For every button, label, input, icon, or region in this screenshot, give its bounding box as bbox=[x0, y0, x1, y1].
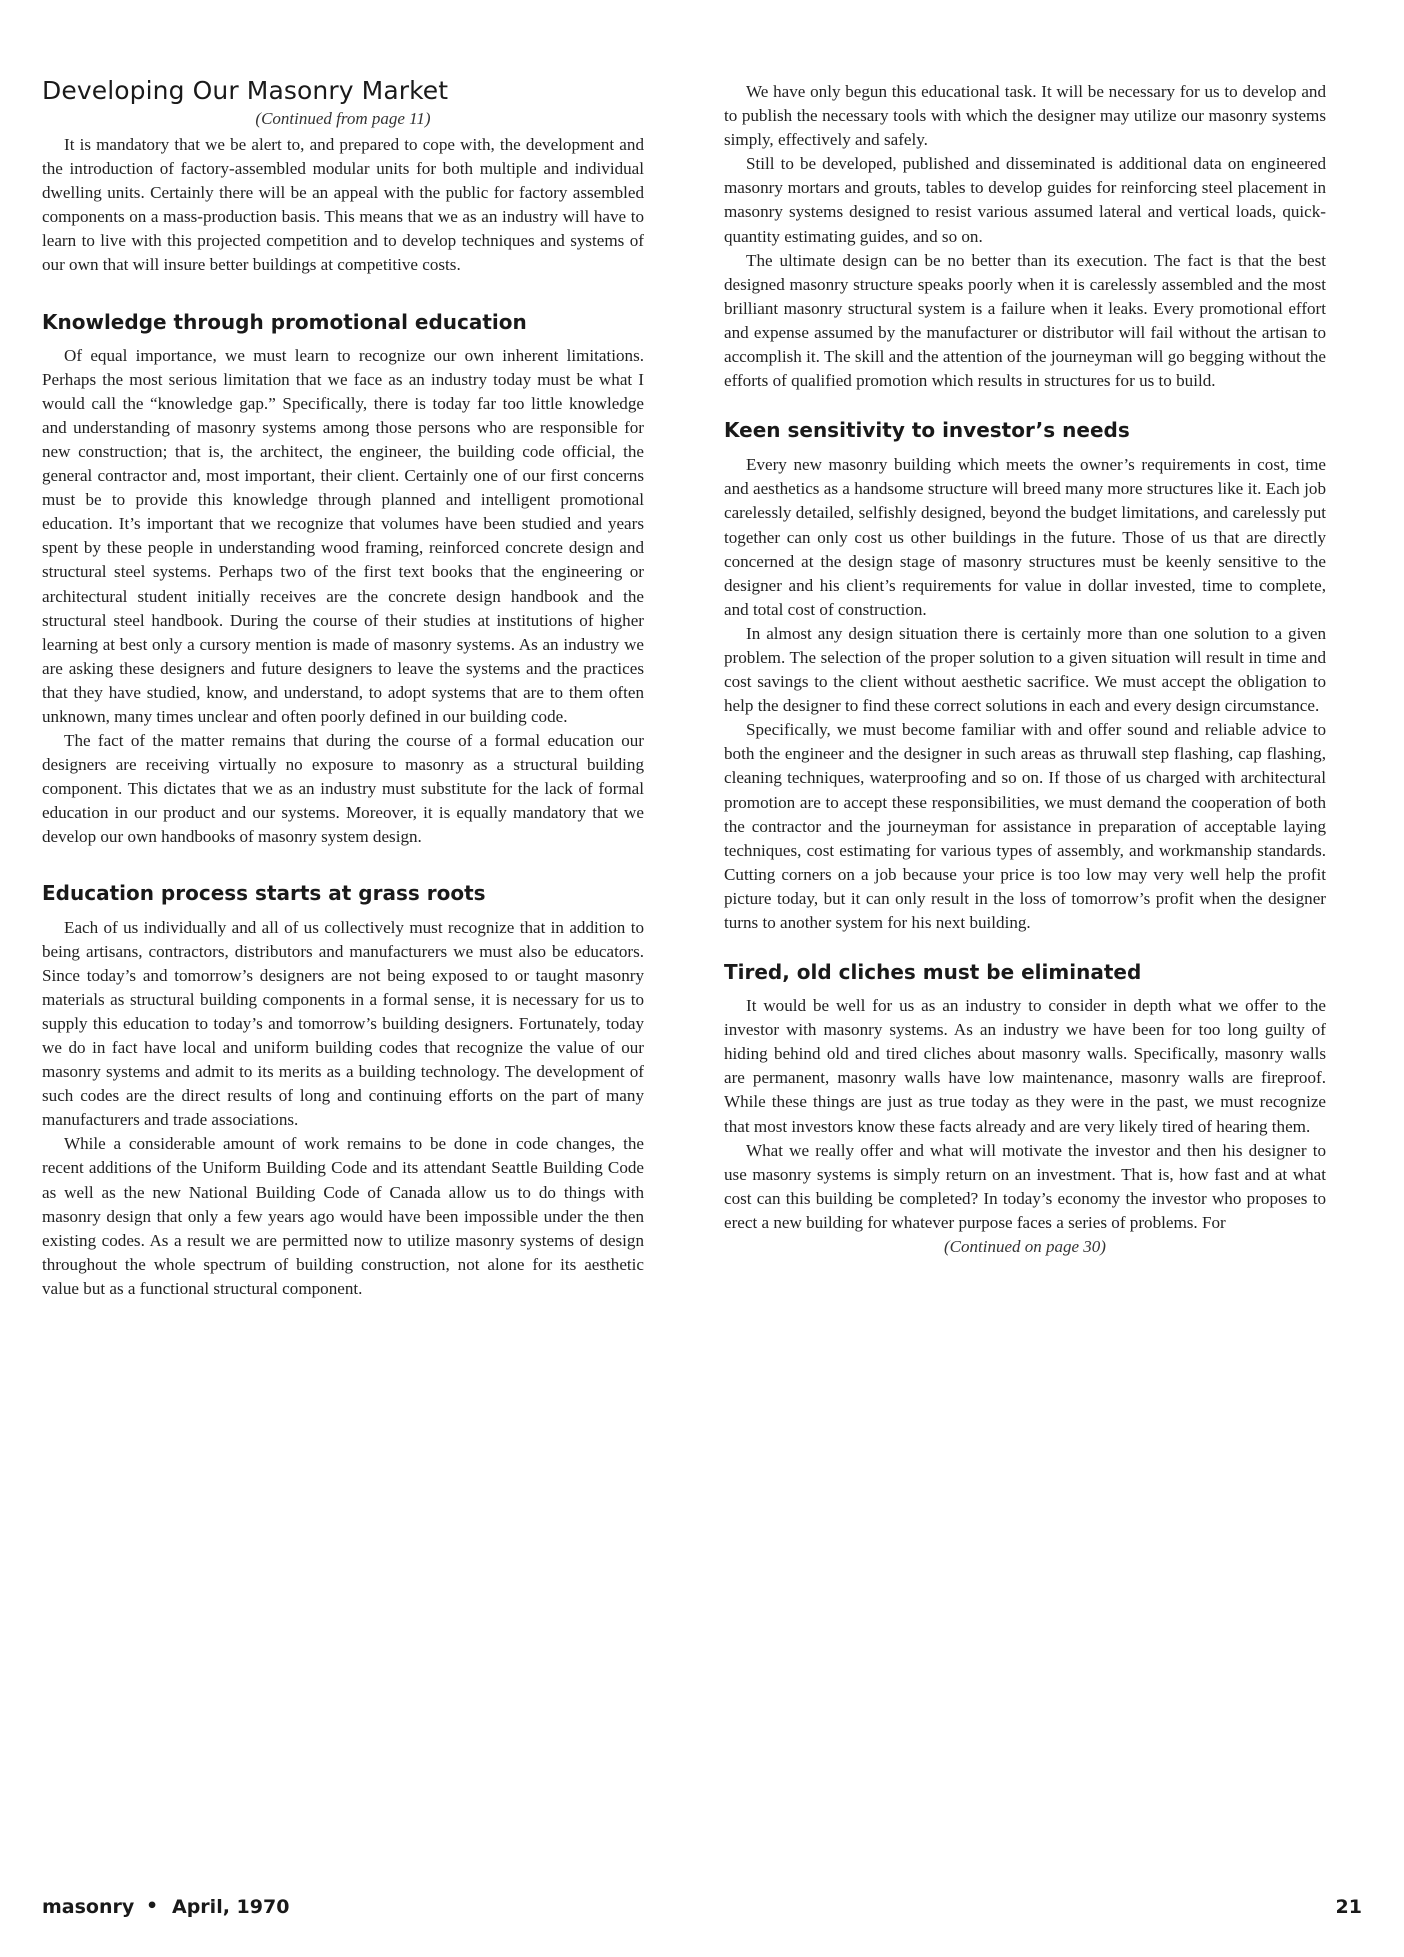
body-paragraph: The fact of the matter remains that during the course of a formal education our designers are receiving virtually no exposure to masonry as a structural building component. This dictates that we as an industry must substitute for the lack of formal education in our product and our systems. Moreover, it is equally mandatory that we develop our own handbooks of masonry system design. bbox=[42, 731, 644, 847]
bullet-separator: • bbox=[146, 1895, 159, 1917]
issue-date: April, 1970 bbox=[172, 1896, 290, 1918]
right-column bbox=[724, 80, 1326, 1257]
body-paragraph: It would be well for us as an industry to consider in depth what we offer to the investor with masonry systems. As an industry we have been for too long guilty of hiding behind old and tired cliches about masonry walls. Specifically, masonry walls are permanent, masonry walls have low maintenance, masonry walls are fireproof. While these things are just as true today as they were in the past, we must recognize that most investors know these facts already and are very likely tired of hearing them. bbox=[724, 996, 1326, 1136]
left-column bbox=[42, 76, 644, 1301]
body-paragraph: In almost any design situation there is certainly more than one solution to a given problem. The selection of the proper solution to a given situation will result in time and cost savings to the client without aesthetic sacrifice. We must accept the obligation to help the designer to find these correct solutions in each and every design circumstance. bbox=[724, 623, 1326, 716]
body-paragraph: What we really offer and what will motivate the investor and then his designer to use masonry systems is simply return on an investment. That is, how fast and at what cost can this building be completed? In today’s economy the investor who proposes to erect a new building for whatever purpose faces a series of problems. For bbox=[724, 1140, 1326, 1232]
section-heading-cliches: Tired, old cliches must be eliminated bbox=[724, 960, 1142, 985]
intro-paragraph: It is mandatory that we be alert to, and prepared to cope with, the development and the introduction of factory-assembled modular units for both multiple and individual dwelling units. Certainly there will be an appeal with the public for factory assembled components on a mass-production basis. This means that we as an industry will have to learn to live with this projected competition and to develop techniques and systems of our own that will insure better buildings at competitive costs. bbox=[42, 135, 644, 275]
page-number: 21 bbox=[1335, 1896, 1362, 1918]
continued-on-note: (Continued on page 30) bbox=[944, 1237, 1106, 1257]
section-heading-education: Education process starts at grass roots bbox=[42, 880, 486, 905]
body-paragraph: Of equal importance, we must learn to recognize our own inherent limitations. Perhaps the most serious limitation that we face as an industry today must be what I would call the “knowledge gap.” Specifically, there is today far too little knowledge and understanding of masonry systems among those persons who are responsible for new construction; that is, the architect, the engineer, the building code official, the general contractor and, most important, their client. Certainly one of our first concerns must be to provide this knowledge through planned and intelligent promotional education. It’s important that we recognize that volumes have been studied and years spent by these people in understanding wood framing, reinforced concrete design and structural steel systems. Perhaps two of the first text books that the engineering or architectural student initially receives are the concrete design handbook and the structural steel handbook. During the course of their studies at institutions of higher learning at best only a cursory mention is made of masonry systems. As an industry we are asking these designers and future designers to leave the systems and the practices that they have studied, know, and understand, to adopt systems that are to them often unknown, many times unclear and often poorly defined in our building code. bbox=[42, 345, 644, 726]
section-heading-investor: Keen sensitivity to investor’s needs bbox=[724, 418, 1130, 443]
body-paragraph: Every new masonry building which meets the owner’s requirements in cost, time and aesthetics as a handsome structure will breed many more structures like it. Each job carelessly detailed, selfishly designed, beyond the budget limitations, and carelessly put together can only cost us other buildings in the future. Those of us that are directly concerned at the design stage of masonry structures must be keenly sensitive to the designer and his client’s requirements for value in dollar invested, time to complete, and total cost of construction. bbox=[724, 455, 1326, 619]
magazine-name: masonry bbox=[42, 1896, 135, 1918]
body-paragraph: Specifically, we must become familiar with and offer sound and reliable advice to both the engineer and the designer in such areas as thruwall step flashing, cap flashing, cleaning techniques, waterproofing and so on. If those of us charged with architectural promotion are to accept these responsibilities, we must demand the cooperation of both the contractor and the journeyman for assistance in preparation of acceptable laying techniques, cost estimating for various types of assembly, and workmanship standards. Cutting corners on a job because your price is too low may very well help the profit picture today, but it can only result in the loss of tomorrow’s profit when the designer turns to another system for his next building. bbox=[724, 720, 1326, 932]
article-title: Developing Our Masonry Market bbox=[42, 76, 449, 105]
section-heading-knowledge: Knowledge through promotional education bbox=[42, 309, 527, 334]
body-paragraph: While a considerable amount of work remains to be done in code changes, the recent additions of the Uniform Building Code and its attendant Seattle Building Code as well as the new National Building Code of Canada allow us to do things with masonry design that only a few years ago would have been impossible under the then existing codes. As a result we are permitted now to utilize masonry systems of design throughout the whole spectrum of building construction, not alone for its aesthetic value but as a functional structural component. bbox=[42, 1134, 644, 1298]
body-paragraph: Still to be developed, published and disseminated is additional data on engineered masonry mortars and grouts, tables to develop guides for reinforcing steel placement in masonry systems designed to resist various assumed lateral and vertical loads, quick-quantity estimating guides, and so on. bbox=[724, 154, 1326, 246]
body-paragraph: Each of us individually and all of us collectively must recognize that in addition to being artisans, contractors, distributors and manufacturers we must also be educators. Since today’s and tomorrow’s designers are not being exposed to or taught masonry materials as structural building components in a formal sense, it is necessary for us to supply this education to today’s and tomorrow’s building designers. Fortunately, today we do in fact have local and uniform building codes that recognize the value of our masonry systems and admit to its merits as a building technology. The development of such codes are the direct results of long and continuing efforts on the part of many manufacturers and trade associations. bbox=[42, 917, 644, 1130]
body-paragraph: We have only begun this educational task. It will be necessary for us to develop and to publish the necessary tools with which the designer may utilize our masonry systems simply, effectively and safely. bbox=[724, 82, 1326, 150]
body-paragraph: The ultimate design can be no better than its execution. The fact is that the best designed masonry structure speaks poorly when it is carelessly assembled and the most brilliant masonry structural system is a failure when it leaks. Every promotional effort and expense assumed by the manufacturer or distributor will fail without the artisan to accomplish it. The skill and the attention of the journeyman will go begging without the efforts of qualified promotion which results in structures for us to build. bbox=[724, 250, 1326, 391]
continued-from-note: (Continued from page 11) bbox=[255, 109, 431, 128]
